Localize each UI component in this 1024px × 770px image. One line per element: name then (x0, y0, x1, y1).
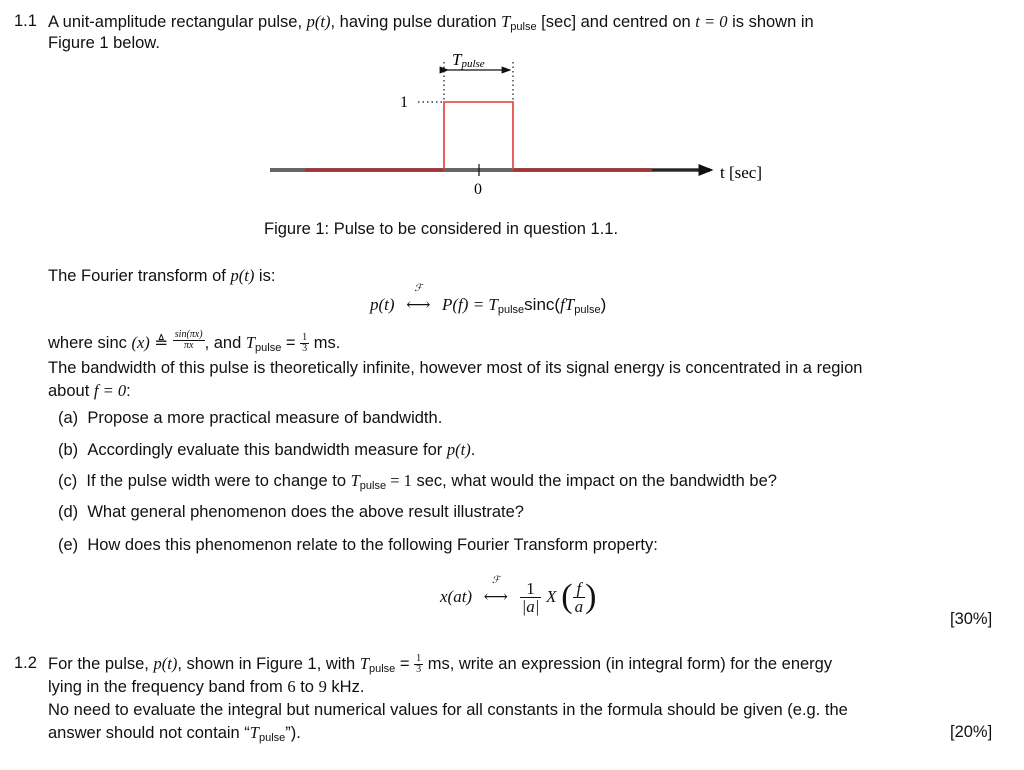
question-1-2-line4: answer should not contain “$T_{pulse}$”). (48, 723, 301, 744)
scaling-property-equation: x(at) ℱ ⟷ $\frac{1}{|a|}$ X ( $\frac{f}{a}$ ) (440, 575, 597, 616)
figure-caption: Figure 1: Pulse to be considered in question 1.1. (264, 220, 619, 238)
question-number-1-2: 1.2 (14, 654, 37, 672)
question-number-1-1: 1.1 (14, 12, 37, 30)
sinc-definition: where sinc (x) ≜ $\frac{\sin(\pi x)}{\pi x}$ , and $T_{pulse}$ = $\frac{1}{3}$ ms. (48, 329, 341, 355)
question-1-1-line1: A unit-amplitude rectangular pulse, p(t), having pulse duration $T_{pulse}$ [sec] and centred on t = 0 is shown in (48, 12, 814, 33)
pulse-shape (444, 102, 513, 170)
zero-label: 0 (474, 181, 482, 198)
bandwidth-line1: The bandwidth of this pulse is theoretically infinite, however most of its signal energy is concentrated in a region (48, 359, 863, 377)
item-c: (c) If the pulse width were to change to $T_{pulse} = 1$ sec, what would the impact on the bandwidth be? (58, 471, 777, 492)
amplitude-label: 1 (400, 94, 408, 111)
question-1-2-line2: lying in the frequency band from 6 to 9 kHz. (48, 677, 365, 696)
pulse-figure (260, 48, 800, 206)
item-e: (e) How does this phenomenon relate to the following Fourier Transform property: (58, 536, 658, 554)
question-1-2-line3: No need to evaluate the integral but numerical values for all constants in the formula should be given (e.g. the (48, 701, 848, 719)
item-b: (b) Accordingly evaluate this bandwidth measure for p(t). (58, 440, 476, 459)
axis-label: t [sec] (720, 163, 763, 182)
item-a: (a) Propose a more practical measure of bandwidth. (58, 409, 443, 427)
question-1-1-line2: Figure 1 below. (48, 34, 160, 52)
marks-1-1: [30%] (950, 610, 993, 628)
item-d: (d) What general phenomenon does the above result illustrate? (58, 503, 524, 521)
bandwidth-line2: about f = 0: (48, 381, 131, 400)
fourier-pair-equation: p(t) ℱ ⟷ $P(f) = T_{pulse}\sin c(fT_{pulse})$ (370, 283, 607, 316)
ft-intro: The Fourier transform of p(t) is: (48, 266, 276, 285)
question-1-2-line1: For the pulse, p(t), shown in Figure 1, with $T_{pulse}$ = $\frac{1}{3}$ ms, write an expression (in integral form) for the energy (48, 653, 833, 676)
marks-1-2: [20%] (950, 723, 993, 741)
pulse-width-label: Tpulse (452, 50, 485, 70)
